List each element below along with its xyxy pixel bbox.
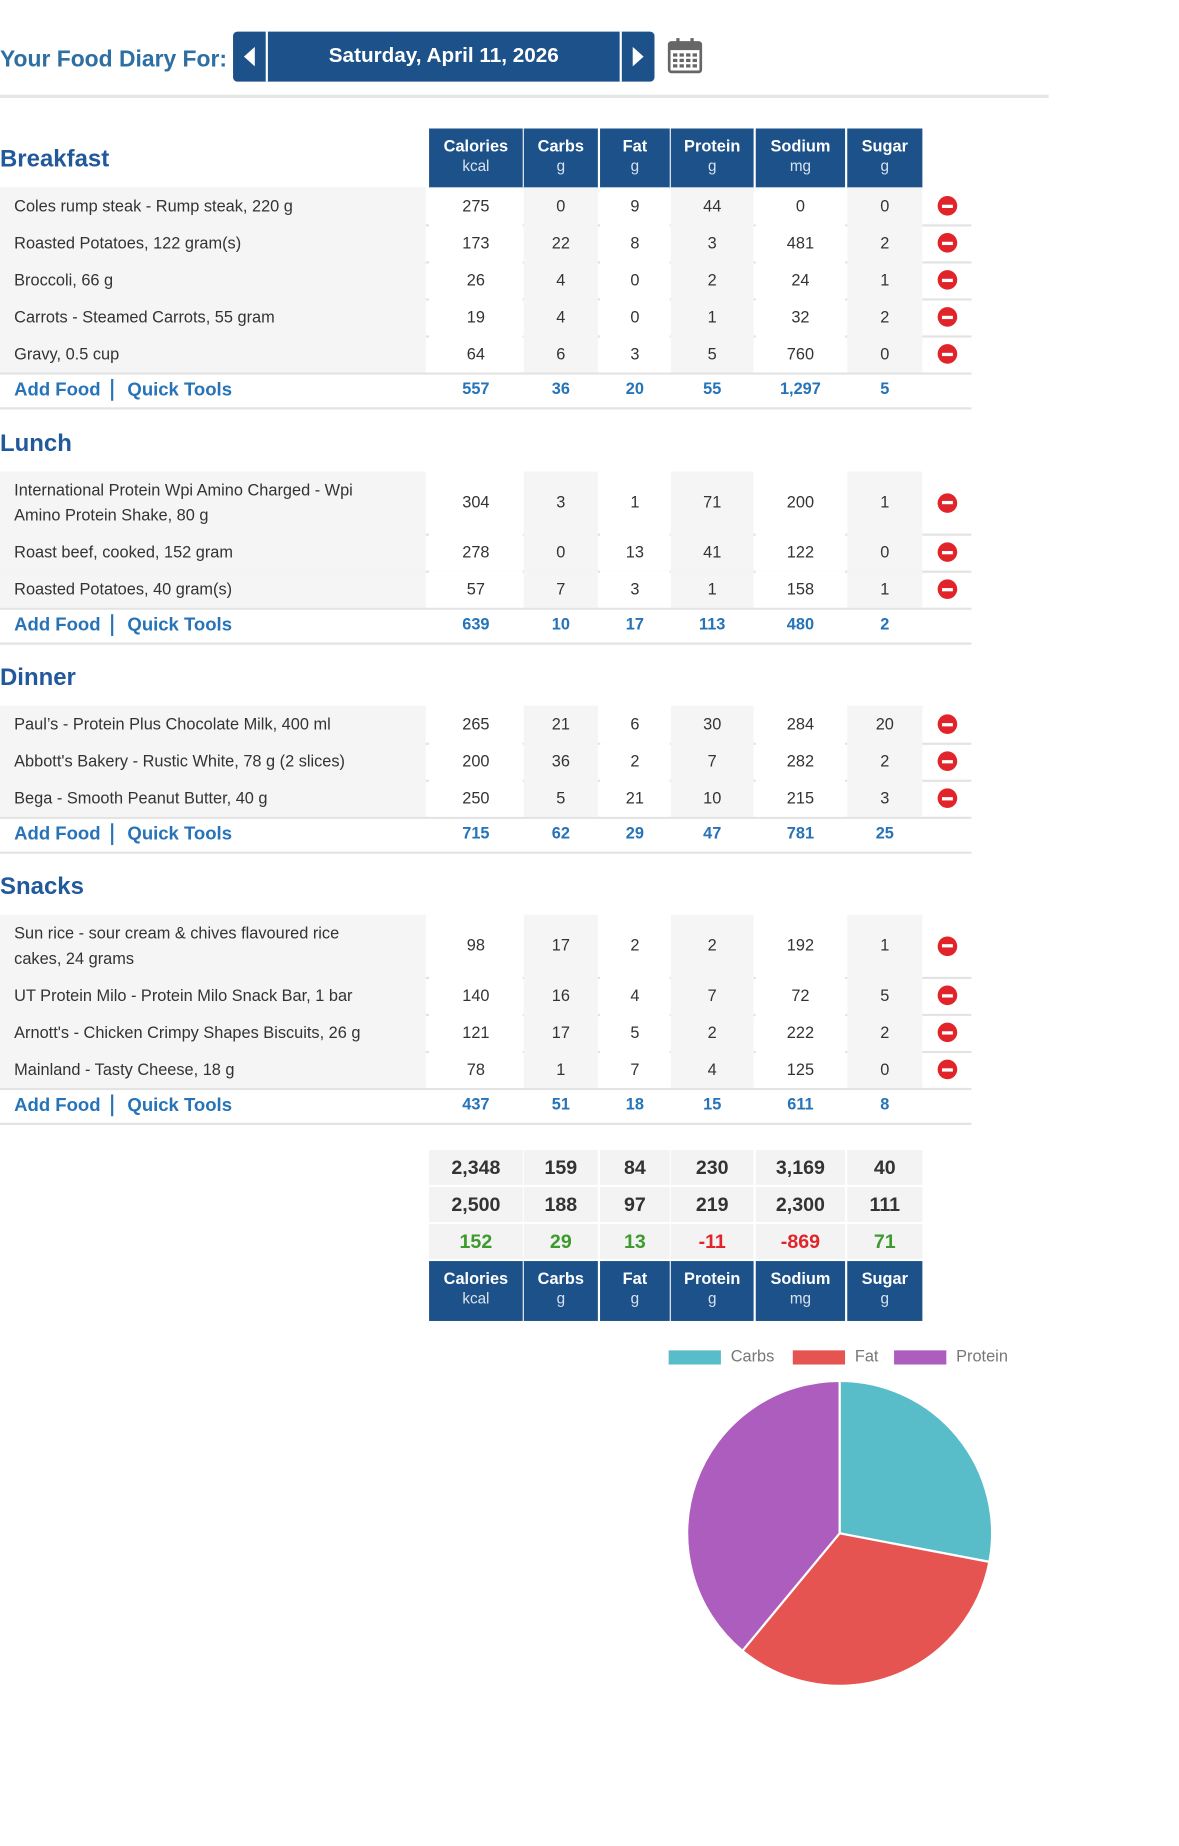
meal-title-1: Lunch <box>0 429 72 457</box>
food-row <box>0 261 971 300</box>
nutrient-sodium: 0 <box>756 187 845 224</box>
meal-title-0: Breakfast <box>0 144 110 173</box>
food-name-link[interactable]: UT Protein Milo - Protein Milo Snack Bar, 1 bar <box>0 977 426 1014</box>
nutrient-fat: 3 <box>600 571 670 608</box>
column-header-unit: g <box>630 156 640 175</box>
column-header-sugar <box>847 1261 922 1321</box>
remove-food-icon[interactable] <box>938 233 958 253</box>
column-header-carbs <box>524 1261 598 1321</box>
nutrient-sodium: 32 <box>756 298 845 335</box>
food-row <box>0 977 971 1016</box>
remove-food-icon[interactable] <box>938 344 958 364</box>
food-row <box>0 335 971 374</box>
remove-food-icon[interactable] <box>938 270 958 290</box>
meal-total-fat: 18 <box>625 1095 644 1115</box>
add-food-link[interactable]: Add Food <box>14 614 101 635</box>
totals-protein: 230 <box>671 1150 754 1185</box>
nutrient-fat: 9 <box>600 187 670 224</box>
food-row <box>0 534 971 573</box>
nutrient-protein: 41 <box>671 534 754 571</box>
nutrient-sugar: 2 <box>847 298 922 335</box>
nutrient-fat: 13 <box>600 534 670 571</box>
remove-food-icon[interactable] <box>938 196 958 216</box>
totals-carbs: 159 <box>524 1150 598 1185</box>
column-header-name: Fat <box>622 1269 648 1289</box>
remove-food-icon[interactable] <box>938 542 958 562</box>
nutrient-carbs: 0 <box>524 187 598 224</box>
meal-total-fat: 29 <box>625 824 644 843</box>
nutrient-sugar: 2 <box>847 743 922 780</box>
food-row <box>0 571 971 610</box>
nutrient-calories: 98 <box>429 915 523 977</box>
meal-total-fat: 17 <box>625 615 644 634</box>
nutrient-calories: 304 <box>429 472 523 534</box>
nutrient-carbs: 16 <box>524 977 598 1014</box>
nutrient-calories: 140 <box>429 977 523 1014</box>
daily-goal-calories: 2,500 <box>429 1187 523 1222</box>
add-food-link[interactable]: Add Food <box>14 378 101 400</box>
food-name-link[interactable]: Paul’s - Protein Plus Chocolate Milk, 400 ml <box>0 706 426 743</box>
food-name-link[interactable]: Sun rice - sour cream & chives flavoured rice cakes, 24 grams <box>0 915 426 977</box>
food-name-link[interactable]: Bega - Smooth Peanut Butter, 40 g <box>0 780 426 817</box>
meal-total-fat: 20 <box>625 380 644 399</box>
column-header-unit: g <box>880 1289 890 1307</box>
totals-fat: 84 <box>600 1150 670 1185</box>
nutrient-calories: 275 <box>429 187 523 224</box>
column-header-calories <box>429 129 523 189</box>
nutrient-fat: 2 <box>600 915 670 977</box>
meal-summary-row <box>0 1088 971 1125</box>
food-row <box>0 187 971 226</box>
remaining-fat: 13 <box>600 1224 670 1259</box>
nutrient-calories: 200 <box>429 743 523 780</box>
food-name-link[interactable]: Mainland - Tasty Cheese, 18 g <box>0 1051 426 1088</box>
nutrient-fat: 4 <box>600 977 670 1014</box>
link-separator <box>111 1094 113 1116</box>
remaining-calories: 152 <box>429 1224 523 1259</box>
nutrient-carbs: 3 <box>524 472 598 534</box>
column-header-unit: g <box>880 156 890 175</box>
remaining-sodium: -869 <box>756 1224 845 1259</box>
legend-swatch-carbs <box>669 1350 721 1364</box>
current-date[interactable]: Saturday, April 11, 2026 <box>328 44 559 68</box>
meal-total-protein: 55 <box>703 380 722 399</box>
food-row <box>0 780 971 819</box>
remove-food-icon[interactable] <box>938 751 958 771</box>
quick-tools-link[interactable]: Quick Tools <box>127 1094 233 1116</box>
meal-total-carbs: 62 <box>551 824 570 843</box>
food-name-link[interactable]: Carrots - Steamed Carrots, 55 gram <box>0 298 426 335</box>
meal-total-sodium: 480 <box>786 615 815 634</box>
remove-food-icon[interactable] <box>938 307 958 327</box>
nutrient-sodium: 192 <box>756 915 845 977</box>
nutrient-protein: 44 <box>671 187 754 224</box>
nutrient-protein: 30 <box>671 706 754 743</box>
nutrient-carbs: 6 <box>524 335 598 372</box>
nutrient-sodium: 200 <box>756 472 845 534</box>
food-name-link[interactable]: Arnott's - Chicken Crimpy Shapes Biscuits, 26 g <box>0 1014 426 1051</box>
nutrient-fat: 8 <box>600 224 670 261</box>
nutrient-protein: 4 <box>671 1051 754 1088</box>
food-name-link[interactable]: Gravy, 0.5 cup <box>0 335 426 372</box>
totals-calories: 2,348 <box>429 1150 523 1185</box>
column-header-sodium <box>756 129 845 189</box>
add-food-link[interactable]: Add Food <box>14 1094 101 1116</box>
remove-food-icon[interactable] <box>938 493 958 513</box>
meal-title-3: Snacks <box>0 872 84 900</box>
daily-goal-sodium: 2,300 <box>756 1187 845 1222</box>
food-name-link[interactable]: Abbott's Bakery - Rustic White, 78 g (2 slices) <box>0 743 426 780</box>
nutrient-sodium: 125 <box>756 1051 845 1088</box>
caret-left-icon <box>243 47 256 67</box>
remaining-sugar: 71 <box>847 1224 922 1259</box>
column-header-name: Protein <box>684 137 741 156</box>
remove-food-icon[interactable] <box>938 788 958 808</box>
meal-total-protein: 47 <box>703 824 722 843</box>
meal-total-calories: 639 <box>462 615 490 634</box>
nutrient-calories: 78 <box>429 1051 523 1088</box>
meal-total-carbs: 51 <box>551 1095 570 1115</box>
column-header-sugar <box>847 129 922 189</box>
remove-food-icon[interactable] <box>938 1060 958 1080</box>
nutrient-fat: 7 <box>600 1051 670 1088</box>
column-header-unit: g <box>556 1289 566 1307</box>
quick-tools-link[interactable]: Quick Tools <box>127 823 233 844</box>
meal-summary-row <box>0 372 971 409</box>
nutrient-sodium: 72 <box>756 977 845 1014</box>
column-header-protein <box>671 1261 754 1321</box>
nutrient-fat: 2 <box>600 743 670 780</box>
nutrient-sodium: 122 <box>756 534 845 571</box>
daily-goal-fat: 97 <box>600 1187 670 1222</box>
nutrient-sugar: 0 <box>847 187 922 224</box>
remove-food-icon[interactable] <box>938 986 958 1006</box>
nutrient-protein: 1 <box>671 571 754 608</box>
diary-title: Your Food Diary For: <box>0 46 228 72</box>
remaining-protein: -11 <box>671 1224 754 1259</box>
nutrient-sugar: 1 <box>847 571 922 608</box>
nutrient-calories: 57 <box>429 571 523 608</box>
pie-slice-carbs <box>840 1381 992 1562</box>
meal-total-sugar: 2 <box>880 615 890 634</box>
nutrient-carbs: 5 <box>524 780 598 817</box>
nutrient-sugar: 0 <box>847 335 922 372</box>
quick-tools-link[interactable]: Quick Tools <box>127 378 233 400</box>
nutrient-protein: 2 <box>671 1014 754 1051</box>
nutrient-carbs: 17 <box>524 915 598 977</box>
nutrient-carbs: 17 <box>524 1014 598 1051</box>
nutrient-sodium: 481 <box>756 224 845 261</box>
nutrient-sugar: 2 <box>847 224 922 261</box>
nutrient-sugar: 5 <box>847 977 922 1014</box>
column-header-unit: kcal <box>462 1289 490 1307</box>
food-row <box>0 1014 971 1053</box>
nutrient-carbs: 36 <box>524 743 598 780</box>
food-row <box>0 706 971 745</box>
nutrient-protein: 2 <box>671 915 754 977</box>
link-separator <box>111 823 113 845</box>
column-header-carbs <box>524 129 598 189</box>
nutrient-sodium: 222 <box>756 1014 845 1051</box>
column-header-fat <box>600 1261 670 1321</box>
header-divider <box>0 95 1049 98</box>
meal-total-protein: 113 <box>699 615 726 634</box>
column-header-name: Sugar <box>861 137 908 156</box>
nutrient-sodium: 760 <box>756 335 845 372</box>
nutrient-carbs: 7 <box>524 571 598 608</box>
caret-right-icon <box>632 47 645 67</box>
link-separator <box>111 379 113 401</box>
totals-sodium: 3,169 <box>756 1150 845 1185</box>
nutrient-protein: 3 <box>671 224 754 261</box>
nutrient-sugar: 3 <box>847 780 922 817</box>
meal-total-sugar: 8 <box>880 1095 890 1115</box>
nutrient-sugar: 20 <box>847 706 922 743</box>
meal-title-2: Dinner <box>0 663 76 691</box>
meal-total-carbs: 10 <box>551 615 570 634</box>
column-header-name: Sodium <box>770 137 831 156</box>
nutrient-carbs: 0 <box>524 534 598 571</box>
food-name-link[interactable]: Coles rump steak - Rump steak, 220 g <box>0 187 426 224</box>
meal-total-calories: 557 <box>462 380 490 399</box>
diary-header <box>0 32 1089 86</box>
nutrient-sugar: 0 <box>847 1051 922 1088</box>
meal-summary-row <box>0 817 971 854</box>
legend-swatch-protein <box>894 1350 946 1364</box>
food-name-link[interactable]: International Protein Wpi Amino Charged - Wpi Amino Protein Shake, 80 g <box>0 472 426 534</box>
nutrient-fat: 3 <box>600 335 670 372</box>
nutrient-calories: 265 <box>429 706 523 743</box>
nutrient-carbs: 21 <box>524 706 598 743</box>
column-header-unit: g <box>707 1289 717 1307</box>
column-header-unit: kcal <box>462 156 490 175</box>
nutrient-sugar: 0 <box>847 534 922 571</box>
next-day-button[interactable] <box>620 32 655 82</box>
quick-tools-link[interactable]: Quick Tools <box>127 614 233 635</box>
calendar-icon[interactable] <box>668 37 703 74</box>
nutrient-sodium: 284 <box>756 706 845 743</box>
remove-food-icon[interactable] <box>938 1023 958 1043</box>
column-header-unit: mg <box>789 1289 811 1307</box>
nutrient-calories: 250 <box>429 780 523 817</box>
nutrient-sugar: 1 <box>847 472 922 534</box>
column-header-name: Calories <box>443 1269 509 1289</box>
add-food-link[interactable]: Add Food <box>14 823 101 844</box>
meal-total-calories: 715 <box>462 824 490 843</box>
column-header-unit: mg <box>789 156 811 175</box>
column-header-unit: g <box>630 1289 640 1307</box>
nutrient-sodium: 215 <box>756 780 845 817</box>
column-header-name: Protein <box>684 1269 741 1289</box>
meal-total-protein: 15 <box>703 1095 722 1115</box>
nutrient-protein: 71 <box>671 472 754 534</box>
nutrient-carbs: 22 <box>524 224 598 261</box>
food-name-link[interactable]: Roasted Potatoes, 122 gram(s) <box>0 224 426 261</box>
daily-goal-protein: 219 <box>671 1187 754 1222</box>
legend-swatch-fat <box>793 1350 845 1364</box>
column-header-fat <box>600 129 670 189</box>
remove-food-icon[interactable] <box>938 714 958 734</box>
legend-label-protein: Protein <box>956 1347 1008 1366</box>
column-header-unit: g <box>556 156 566 175</box>
nutrient-calories: 26 <box>429 261 523 298</box>
nutrient-calories: 19 <box>429 298 523 335</box>
food-row <box>0 472 971 536</box>
chart-legend <box>668 1347 1027 1367</box>
food-row <box>0 298 971 337</box>
nutrient-protein: 10 <box>671 780 754 817</box>
nutrient-protein: 5 <box>671 335 754 372</box>
daily-goal-carbs: 188 <box>524 1187 598 1222</box>
food-name-link[interactable]: Roasted Potatoes, 40 gram(s) <box>0 571 426 608</box>
nutrient-fat: 1 <box>600 472 670 534</box>
legend-label-fat: Fat <box>854 1347 879 1366</box>
remaining-carbs: 29 <box>524 1224 598 1259</box>
nutrient-protein: 1 <box>671 298 754 335</box>
column-header-name: Sodium <box>770 1269 831 1289</box>
previous-day-button[interactable] <box>233 32 268 82</box>
nutrient-carbs: 1 <box>524 1051 598 1088</box>
nutrient-calories: 173 <box>429 224 523 261</box>
nutrient-calories: 64 <box>429 335 523 372</box>
column-header-protein <box>671 129 754 189</box>
meal-total-sodium: 781 <box>786 824 815 843</box>
food-row <box>0 743 971 782</box>
nutrient-carbs: 4 <box>524 261 598 298</box>
column-header-name: Calories <box>443 137 509 156</box>
totals-sugar: 40 <box>847 1150 922 1185</box>
nutrient-sodium: 282 <box>756 743 845 780</box>
nutrient-fat: 21 <box>600 780 670 817</box>
nutrient-sugar: 1 <box>847 261 922 298</box>
nutrient-protein: 7 <box>671 743 754 780</box>
meal-total-sodium: 611 <box>787 1095 814 1115</box>
food-name-link[interactable]: Roast beef, cooked, 152 gram <box>0 534 426 571</box>
nutrient-sodium: 24 <box>756 261 845 298</box>
nutrient-sugar: 2 <box>847 1014 922 1051</box>
nutrient-fat: 5 <box>600 1014 670 1051</box>
food-row <box>0 224 971 263</box>
date-navigator <box>233 32 654 82</box>
legend-label-carbs: Carbs <box>730 1347 775 1366</box>
daily-goal-sugar: 111 <box>847 1187 922 1222</box>
link-separator <box>111 614 113 636</box>
macro-pie-chart <box>681 1374 999 1692</box>
food-row <box>0 915 971 979</box>
column-header-name: Carbs <box>537 1269 584 1289</box>
meal-total-sugar: 5 <box>880 380 890 399</box>
meal-total-sugar: 25 <box>875 824 894 843</box>
nutrient-sugar: 1 <box>847 915 922 977</box>
remove-food-icon[interactable] <box>938 579 958 599</box>
food-name-link[interactable]: Broccoli, 66 g <box>0 261 426 298</box>
nutrient-sodium: 158 <box>756 571 845 608</box>
nutrient-calories: 278 <box>429 534 523 571</box>
nutrient-fat: 6 <box>600 706 670 743</box>
column-header-name: Fat <box>622 137 648 156</box>
column-header-calories <box>429 1261 523 1321</box>
nutrient-carbs: 4 <box>524 298 598 335</box>
meal-total-calories: 437 <box>462 1095 490 1115</box>
nutrient-calories: 121 <box>429 1014 523 1051</box>
remove-food-icon[interactable] <box>938 936 958 956</box>
meal-summary-row <box>0 608 971 645</box>
nutrient-protein: 7 <box>671 977 754 1014</box>
nutrient-protein: 2 <box>671 261 754 298</box>
nutrient-fat: 0 <box>600 298 670 335</box>
nutrient-fat: 0 <box>600 261 670 298</box>
column-header-name: Carbs <box>537 137 584 156</box>
column-header-unit: g <box>707 156 717 175</box>
meal-total-carbs: 36 <box>551 380 570 399</box>
column-header-sodium <box>756 1261 845 1321</box>
meal-total-sodium: 1,297 <box>779 380 821 399</box>
food-row <box>0 1051 971 1090</box>
column-header-name: Sugar <box>861 1269 908 1289</box>
